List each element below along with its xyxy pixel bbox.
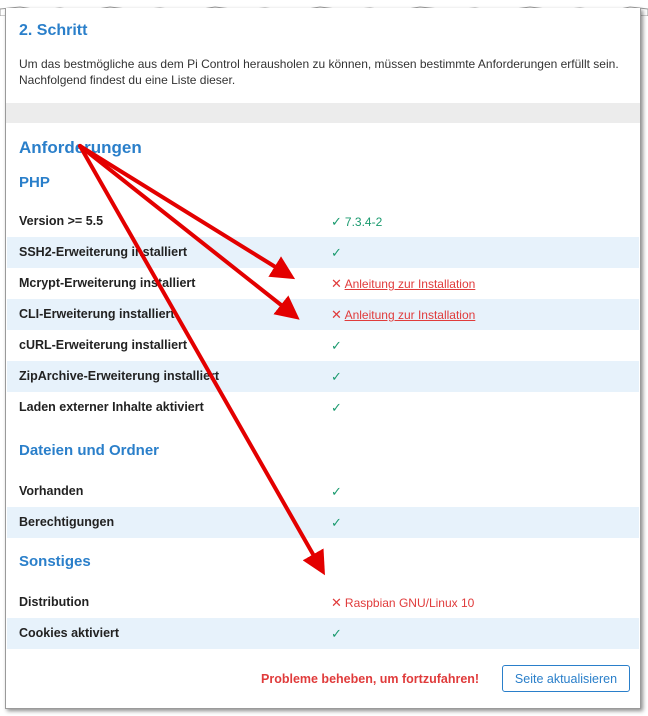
step-intro: Um das bestmögliche aus dem Pi Control herausholen zu können, müssen bestimmte Anforderungen erfüllt sein. Nachfolgend findest du eine Liste dieser. <box>19 57 619 87</box>
requirement-row <box>7 330 639 361</box>
requirement-row <box>7 507 639 538</box>
check-icon: ✓ <box>331 214 342 229</box>
requirement-status <box>331 618 342 650</box>
other-heading: Sonstiges <box>19 553 91 570</box>
requirement-row <box>7 268 639 299</box>
check-icon: ✓ <box>331 626 342 641</box>
check-icon: ✓ <box>331 484 342 499</box>
requirement-label: CLI-Erweiterung installiert <box>19 307 175 321</box>
requirement-status <box>331 587 474 619</box>
requirements-title: Anforderungen <box>19 138 142 157</box>
status-value: Raspbian GNU/Linux 10 <box>344 596 475 610</box>
check-icon: ✓ <box>331 338 342 353</box>
check-icon: ✓ <box>331 515 342 530</box>
requirement-row <box>7 299 639 330</box>
requirement-status <box>331 330 342 362</box>
check-icon: ✓ <box>331 245 342 260</box>
requirement-status <box>331 361 342 393</box>
fix-problems-message: Probleme beheben, um fortzufahren! <box>261 672 480 686</box>
requirement-label: SSH2-Erweiterung installiert <box>19 245 188 259</box>
refresh-page-button[interactable]: Seite aktualisieren <box>502 665 630 692</box>
requirement-row <box>7 392 639 423</box>
requirement-label: Cookies aktiviert <box>19 626 120 640</box>
requirement-label: Version >= 5.5 <box>19 214 104 228</box>
cross-icon: ✕ <box>331 276 342 291</box>
requirement-row <box>7 361 639 392</box>
requirement-row <box>7 206 639 237</box>
check-icon: ✓ <box>331 400 342 415</box>
step-header <box>19 22 619 88</box>
cross-icon: ✕ <box>331 595 342 610</box>
requirement-label: Vorhanden <box>19 484 84 498</box>
check-icon: ✓ <box>331 369 342 384</box>
requirement-label: Laden externer Inhalte aktiviert <box>19 400 204 414</box>
installation-guide-link[interactable]: Anleitung zur Installation <box>344 308 476 322</box>
requirement-label: Mcrypt-Erweiterung installiert <box>19 276 196 290</box>
requirement-row <box>7 237 639 268</box>
requirement-row <box>7 618 639 649</box>
requirement-status <box>331 299 475 331</box>
php-heading: PHP <box>19 174 50 191</box>
step-title: 2. Schritt <box>19 22 88 39</box>
requirement-label: Distribution <box>19 595 90 609</box>
requirement-row <box>7 587 639 618</box>
installer-panel <box>5 8 641 709</box>
installation-guide-link[interactable]: Anleitung zur Installation <box>344 277 476 291</box>
requirement-status <box>331 476 342 508</box>
section-divider <box>6 103 640 123</box>
requirement-label: cURL-Erweiterung installiert <box>19 338 188 352</box>
requirement-status <box>331 268 475 300</box>
requirement-status <box>331 392 342 424</box>
requirement-row <box>7 476 639 507</box>
requirement-label: Berechtigungen <box>19 515 115 529</box>
cross-icon: ✕ <box>331 307 342 322</box>
files-heading: Dateien und Ordner <box>19 442 160 459</box>
requirement-status <box>331 237 342 269</box>
requirement-status <box>331 507 342 539</box>
requirement-status <box>331 206 382 238</box>
requirement-label: ZipArchive-Erweiterung installiert <box>19 369 220 383</box>
status-value: 7.3.4-2 <box>344 215 383 229</box>
